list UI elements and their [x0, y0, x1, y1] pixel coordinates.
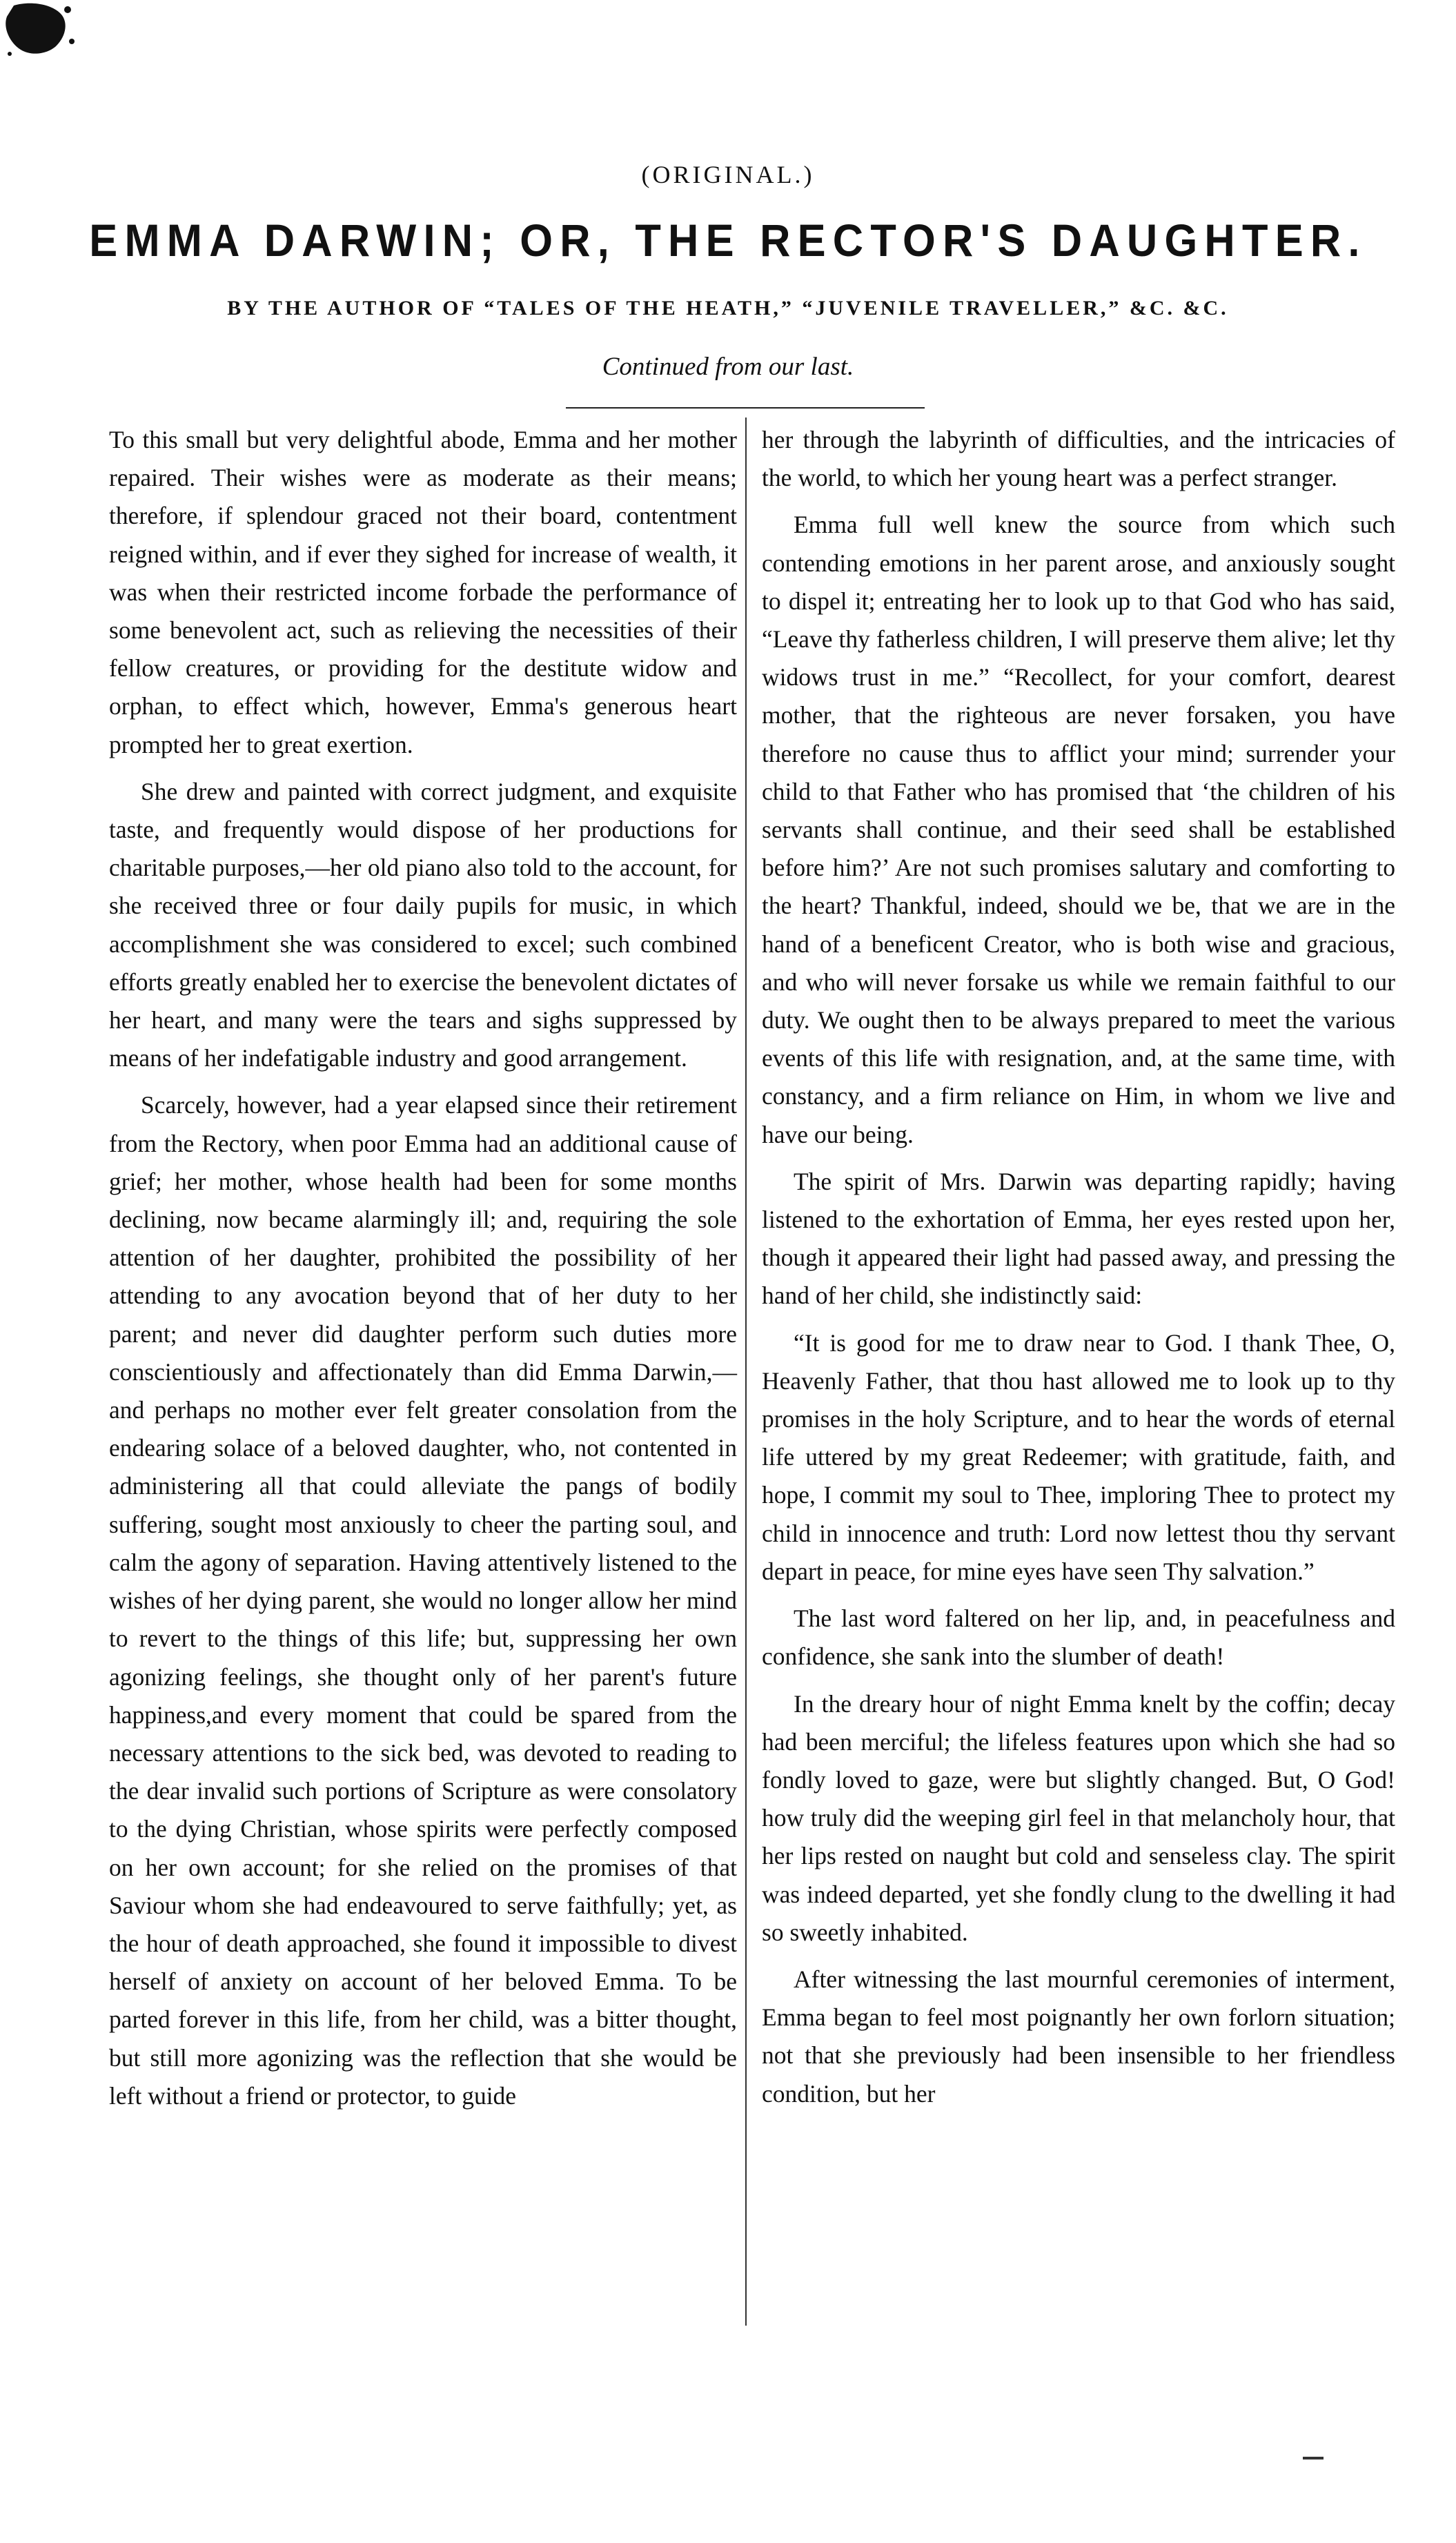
paragraph: “It is good for me to draw near to God. I thank Thee, O, Heavenly Father, that thou hast allowed me to look up to thy promises in the holy Scripture, and to hear the words of eternal life uttered by my great Redeemer; with gratitude, faith, and hope, I commit my soul to Thee, imploring Thee to protect my child in innocence and truth: Lord now lettest thou thy servant depart in peace, for mine eyes have seen Thy salvation.”	[762, 1328, 1395, 1585]
paragraph: The last word faltered on her lip, and, in peacefulness and confidence, she sank into the slumber of death!	[762, 1604, 1395, 1671]
article-title: EMMA DARWIN; OR, THE RECTOR'S DAUGHTER.	[89, 215, 1367, 266]
corner-mark	[1303, 2457, 1324, 2459]
title-rule	[566, 407, 925, 409]
section-label: (ORIGINAL.)	[641, 161, 815, 188]
left-column	[109, 421, 737, 2124]
paragraph: Emma full well knew the source from which such contending emotions in her parent arose, and anxiously sought to dispel it; entreating her to look up to that God who has said, “Leave thy fatherless children, I will preserve them alive; let thy widows trust in me.” “Recollect, for your comfort, dearest mother, that the righteous are never forsaken, you have therefore no cause thus to afflict your mind; surrender your child to that Father who has promised that ‘the children of his servants shall continue, and their seed shall be established before him?’ Are not such promises salutary and comforting to the heart? Thankful, indeed, should we be, that we are in the hand of a beneficent Creator, who is both wise and gracious, and who will never forsake us while we remain faithful to our duty. We ought then to be always prepared to meet the various events of this life with resignation, and, at the same time, with constancy, and a firm reliance on Him, in whom we live and have our being.	[762, 511, 1395, 1148]
paragraph: To this small but very delightful abode, Emma and her mother repaired. Their wishes were as moderate as their means; therefore, if splendour graced not their board, contentment reigned within, and if ever they sighed for increase of wealth, it was when their restricted income forbade the performance of some benevolent act, such as relieving the necessities of their fellow creatures, or providing for the destitute widow and orphan, to effect which, however, Emma's generous heart prompted her to great exertion.	[109, 426, 737, 758]
column-divider	[745, 418, 747, 2326]
author-byline: BY THE AUTHOR OF “TALES OF THE HEATH,” “JUVENILE TRAVELLER,” &C. &C.	[227, 297, 1229, 320]
paragraph: She drew and painted with correct judgment, and exquisite taste, and frequently would dispose of her productions for charitable purposes,—her old piano also told to the account, for she received three or four daily pupils for music, in which accomplishment she was considered to excel; such combined efforts greatly enabled her to exercise the benevolent dictates of her heart, and many were the tears and sighs suppressed by means of her indefatigable industry and good arrangement.	[109, 777, 737, 1072]
paragraph: In the dreary hour of night Emma knelt by the coffin; decay had been merciful; the lifeless features upon which she had so fondly loved to gaze, were but slightly changed. But, O God! how truly did the weeping girl feel in that melancholy hour, that her lips rested on naught but cold and senseless clay. The spirit was indeed departed, yet she fondly clung to the dwelling it had so sweetly inhabited.	[762, 1689, 1395, 1946]
paragraph: Scarcely, however, had a year elapsed since their retirement from the Rectory, when poor Emma had an additional cause of grief; her mother, whose health had been for some months declining, now became alarmingly ill; and, requiring the sole attention of her daughter, prohibited the possibility of her attending to any avocation beyond that of her duty to her parent; and never did daughter perform such duties more conscientiously and affectionately than did Emma Darwin,—and perhaps no mother ever felt greater consolation from the endearing solace of a beloved daughter, who, not contented in administering all that could alleviate the pangs of bodily suffering, sought most anxiously to cheer the parting soul, and calm the agony of separation. Having attentively listened to the wishes of her dying parent, she would no longer allow her mind to revert to the things of this life; but, suppressing her own agonizing feelings, she thought only of her parent's future happiness,and every moment that could be spared from the necessary attentions to the sick bed, was devoted to reading to the dear invalid such portions of Scripture as were consolatory to the dying Christian, whose spirits were perfectly composed on her own account; for she relied on the promises of that Saviour whom she had endeavoured to serve faithfully; yet, as the hour of death approached, she found it impossible to divest herself of anxiety on account of her beloved Emma. To be parted forever in this life, from her child, was a bitter thought, but still more agonizing was the reflection that she would be left without a friend or protector, to guide	[109, 1091, 737, 2110]
paragraph: The spirit of Mrs. Darwin was departing rapidly; having listened to the exhortation of Emma, her eyes rested upon her, though it appeared their light had passed away, and pressing the hand of her child, she indistinctly said:	[762, 1167, 1395, 1310]
paragraph: After witnessing the last mournful ceremonies of interment, Emma began to feel most poignantly her own forlorn situation; not that she previously had been insensible to her friendless condition, but her	[762, 1965, 1395, 2108]
paragraph: her through the labyrinth of difficulties, and the intricacies of the world, to which her young heart was a perfect stranger.	[762, 426, 1395, 492]
ink-blot-mark	[0, 0, 83, 62]
right-column	[762, 421, 1395, 2122]
continued-note: Continued from our last.	[602, 353, 854, 381]
